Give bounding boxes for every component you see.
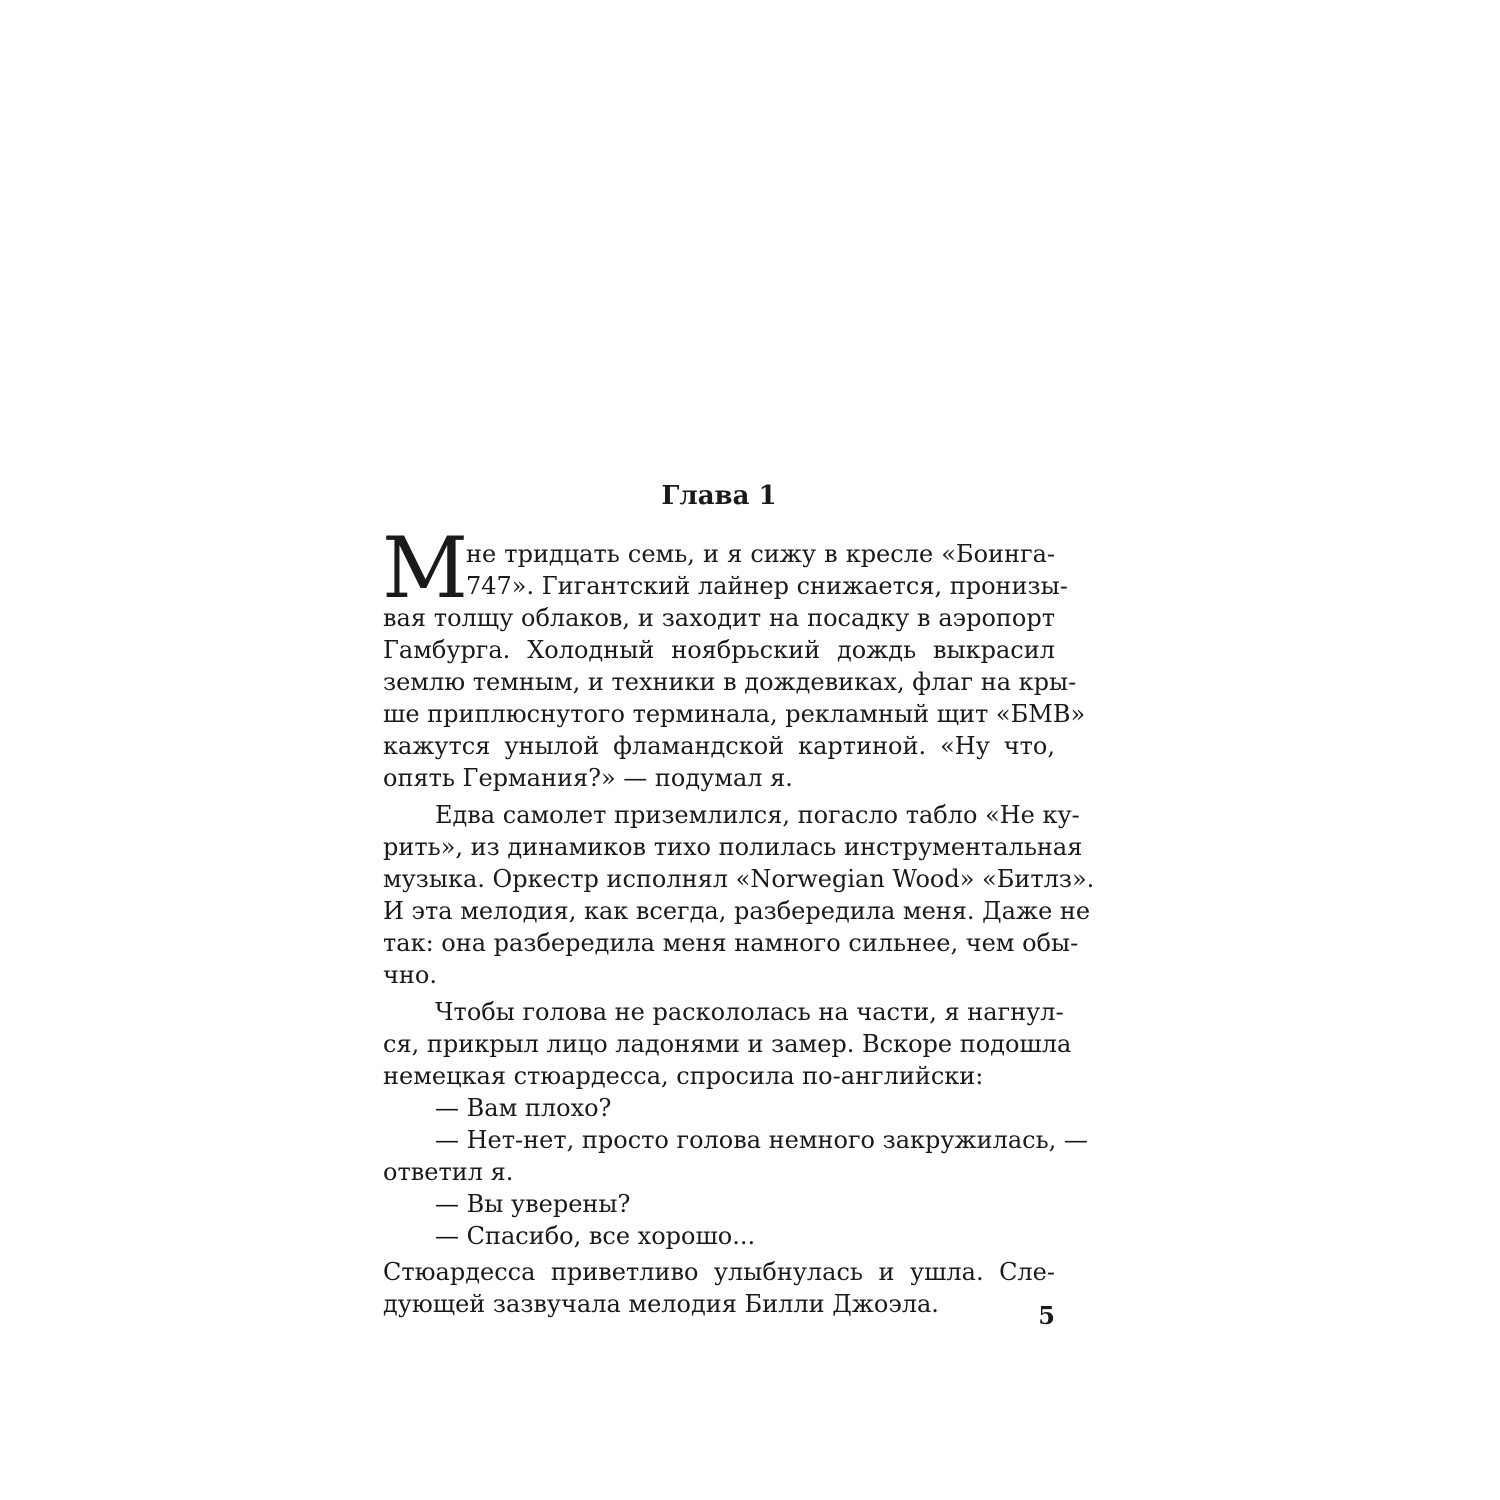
text-line: опять Германия?» — подумал я.	[383, 764, 793, 792]
text-line: вая толщу облаков, и заходит на посадку в аэропорт	[383, 604, 1055, 632]
text-line: ответил я.	[383, 1158, 514, 1186]
text-line: ся, прикрыл лицо ладонями и замер. Вскоре подошла	[383, 1030, 1072, 1058]
text-line: землю темным, и техники в дождевиках, флаг на кры-	[383, 668, 1077, 696]
chapter-title: Глава 1	[661, 481, 777, 511]
text-line: — Вы уверены?	[435, 1190, 631, 1218]
text-line: ше приплюснутого терминала, рекламный щит «БМВ»	[383, 700, 1086, 728]
text-line: кажутся унылой фламандской картиной. «Ну что,	[383, 732, 1055, 760]
text-line: Гамбурга. Холодный ноябрьский дождь выкрасил	[383, 636, 1055, 664]
text-line: — Нет-нет, просто голова немного закружилась, —	[435, 1126, 1088, 1154]
text-line: немецкая стюардесса, спросила по-английски:	[383, 1062, 984, 1090]
page-number: 5	[1038, 1301, 1055, 1330]
text-line: Стюардесса приветливо улыбнулась и ушла. Сле-	[383, 1258, 1055, 1286]
text-line: дующей зазвучала мелодия Билли Джоэла.	[383, 1290, 939, 1318]
text-line: Едва самолет приземлился, погасло табло «Не ку-	[435, 801, 1080, 829]
text-line: Чтобы голова не раскололась на части, я нагнул-	[435, 998, 1064, 1026]
text-line: рить», из динамиков тихо полилась инструментальная	[383, 833, 1083, 861]
text-line: И эта мелодия, как всегда, разбередила меня. Даже не	[383, 897, 1091, 925]
text-line: чно.	[383, 961, 437, 989]
text-line: так: она разбередила меня намного сильнее, чем обы-	[383, 929, 1079, 957]
text-line: — Спасибо, все хорошо...	[435, 1222, 756, 1250]
text-line: не тридцать семь, и я сижу в кресле «Боинга-	[466, 540, 1055, 568]
text-line: 747». Гигантский лайнер снижается, пронизы-	[466, 572, 1068, 600]
text-line: музыка. Оркестр исполнял «Norwegian Wood» «Битлз».	[383, 865, 1095, 893]
drop-cap: М	[382, 519, 469, 617]
text-line: — Вам плохо?	[435, 1094, 612, 1122]
